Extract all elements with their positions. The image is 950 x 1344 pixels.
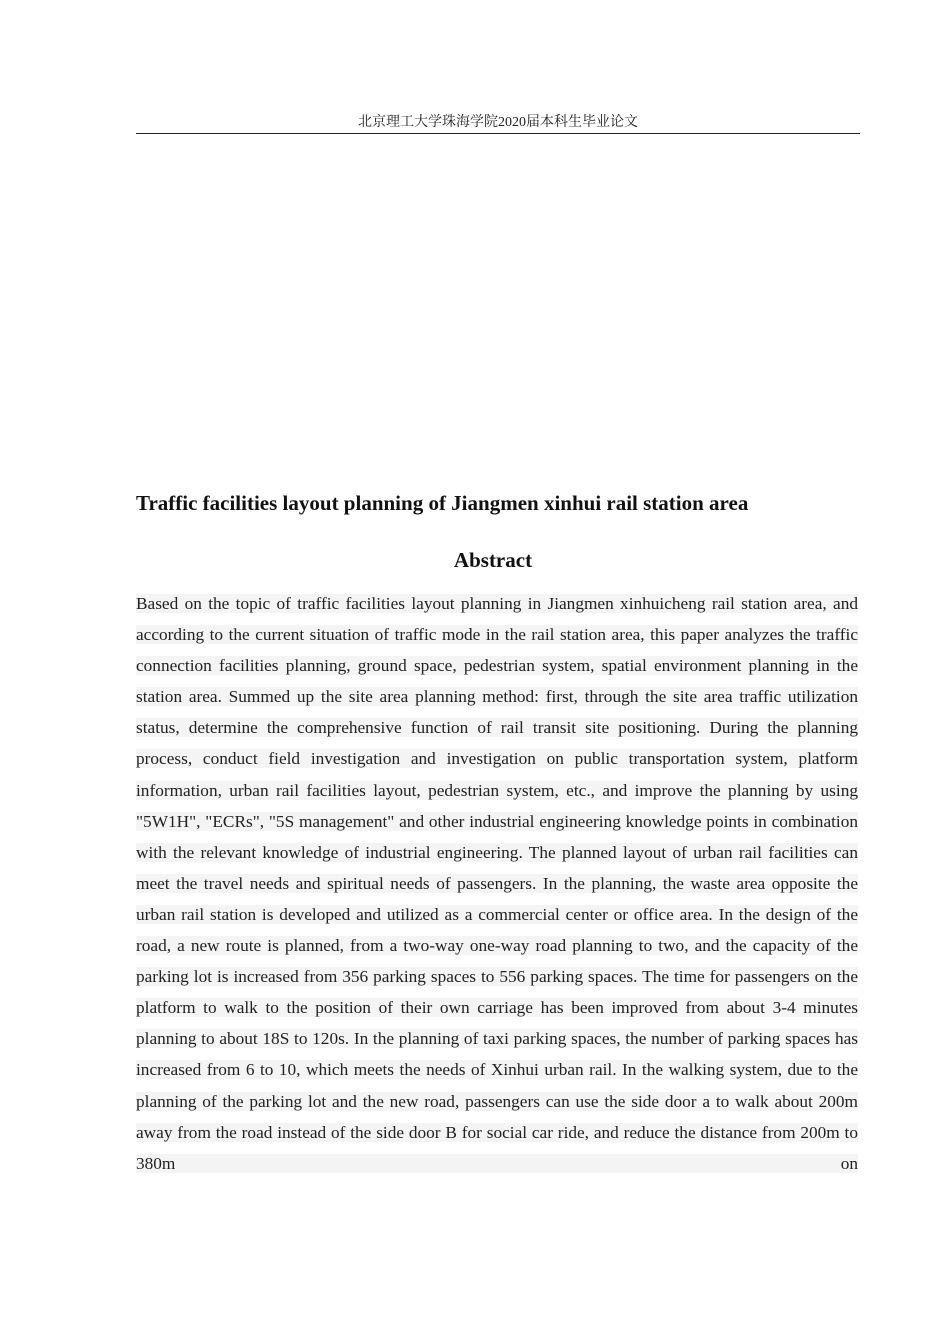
thesis-title: Traffic facilities layout planning of Jiangmen xinhui rail station area: [136, 491, 749, 515]
abstract-text: Based on the topic of traffic facilities layout planning in Jiangmen xinhuicheng rail station area, and according to the current situation of traffic mode in the rail station area, this paper analyzes the traffic connection facilities planning, ground space, pedestrian system, spatial environment planning in the station area. Summed up the site area planning method: first, through the site area traffic utilization status, determine the comprehensive function of rail transit site positioning. During the planning process, conduct field investigation and investigation on public transportation system, platform information, urban rail facilities layout, pedestrian system, etc., and improve the planning by using "5W1H", "ECRs", "5S management" and other industrial engineering knowledge points in combination with the relevant knowledge of industrial engineering. The planned layout of urban rail facilities can meet the travel needs and spiritual needs of passengers. In the planning, the waste area opposite the urban rail station is developed and utilized as a commercial center or office area. In the design of the road, a new route is planned, from a two-way one-way road planning to two, and the capacity of the parking lot is increased from 356 parking spaces to 556 parking spaces. The time for passengers on the platform to walk to the position of their own carriage has been improved from about 3-4 minutes planning to about 18S to 120s. In the planning of taxi parking spaces, the number of parking spaces has increased from 6 to 10, which meets the needs of Xinhui urban rail. In the walking system, due to the planning of the parking lot and the new road, passengers can use the side door a to walk about 200m away from the road instead of the side door B for social car ride, and reduce the distance from 200m to 380m on: [136, 594, 858, 1173]
abstract-body: [136, 588, 858, 1179]
running-header: 北京理工大学珠海学院2020届本科生毕业论文: [136, 113, 860, 134]
abstract-heading: Abstract: [453, 548, 533, 572]
